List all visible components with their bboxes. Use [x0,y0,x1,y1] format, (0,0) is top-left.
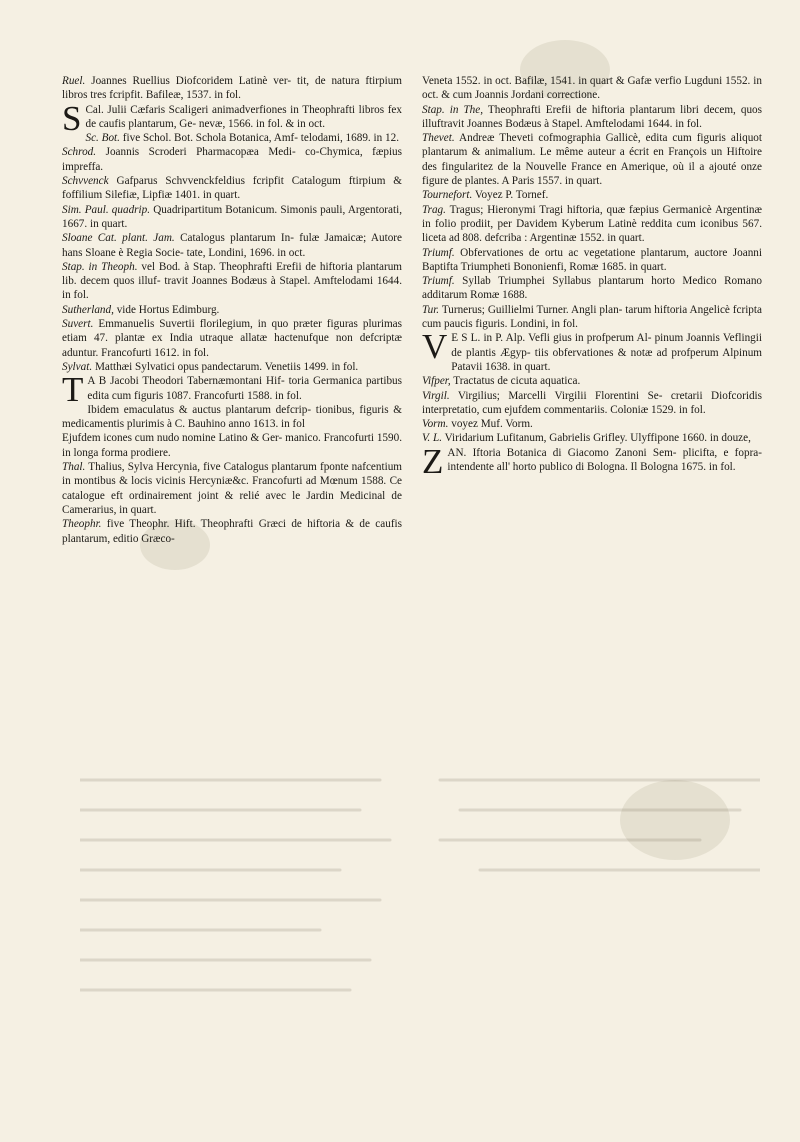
entry-abbreviation: Thevet. [422,132,455,145]
left-column [62,74,402,546]
drop-cap-letter: T [62,370,84,410]
bibliography-entry [62,260,402,303]
bibliography-entry [422,103,762,132]
bibliography-entry [62,431,402,460]
entry-text: Viridarium Lufitanum, Gabrielis Grifley. Ulyffipone 1660. in douze, [444,432,751,445]
bibliography-entry [422,417,762,431]
entry-text: E S L. in P. Alp. Vefli gius in profperum Al- pinum Joannis Veflingii de plantis Ægyp- tiis obfervationes & notæ ad profperum Alpinum Patavii 1638. in quart. [451,332,762,373]
entry-abbreviation: Thal. [62,461,86,474]
entry-text: Turnerus; Guillielmi Turner. Angli plan- tarum hiftoria Angelicè fcripta cum paucis figuris. Londini, in fol. [422,303,762,331]
entry-abbreviation: Sc. Bot. [85,132,120,145]
entry-abbreviation: Stap. in The, [422,103,484,116]
drop-cap-letter: Z [422,441,444,481]
bibliography-entry [62,317,402,360]
entry-text: Ejufdem icones cum nudo nomine Latino & Ger- manico. Francofurti 1590. in longa forma prodiere. [62,432,402,459]
entry-text: Gafparus Schvvenckfeldius fcripfit Catalogum ftirpium & foffilium Silefiæ, Lipfiæ 1401. in quart. [62,175,403,202]
entry-abbreviation: Sloane Cat. plant. Jam. [62,232,175,245]
entry-text: Andreæ Theveti cofmographia Gallicè, edita cum figuris aliquot plantarum & animalium. Le même auteur a écrit en François un Hiftoire des fingularitez de la Nouvelle France en Amerique, où il a ajouté onze figure de plantes. A Paris 1557. in quart. [422,132,762,188]
bibliography-entry [62,98,402,138]
bibliography-entry [422,74,762,103]
bibliography-entry [62,131,402,145]
bibliography-entry [62,517,402,546]
entry-text: vide Hortus Edimburg. [116,303,220,316]
entry-abbreviation: Stap. in Theoph. [62,260,138,273]
entry-text: Veneta 1552. in oct. Bafilæ, 1541. in quart & Gafæ verfio Lugduni 1552. in oct. & cum Joannis Jordani correctione. [422,75,762,102]
entry-abbreviation: Theophr. [62,518,102,531]
bibliography-entry [62,303,402,317]
bibliography-entry [422,303,762,332]
entry-text: Catalogus plantarum In- fulæ Jamaicæ; Autore hans Sloane è Regia Socie- tate, Londini, 1696. in oct. [62,232,402,259]
bibliography-entry [62,370,402,410]
bibliography-entry [422,327,762,374]
entry-text: Joannes Ruellius Diofcoridem Latinè ver- tit, de natura ftirpium libros tres fcripfit. Bafileæ, 1537. in fol. [62,75,402,102]
bibliography-entry [62,203,402,232]
entry-abbreviation: Tournefort. [422,189,473,202]
entry-text: Voyez P. Tornef. [474,189,549,202]
entry-abbreviation: Trag. [422,203,446,216]
entry-text: Quadripartitum Botanicum. Simonis pauli, Argentorati, 1667. in quart. [62,203,403,230]
entry-text: AN. Iftoria Botanica di Giacomo Zanoni Sem- plicifta, e fopra-intendente all' horto publico di Bologna. Il Bologna 1675. in fol. [447,446,762,474]
bibliography-entry [62,460,402,517]
entry-text: five Theophr. Hift. Theophrafti Græci de hiftoria & de caufis plantarum, editio Græco- [62,518,403,545]
bibliography-entry [62,403,402,432]
bibliography-entry [422,131,762,188]
entry-abbreviation: Tur. [422,303,440,316]
entry-abbreviation: Schrod. [62,146,97,159]
entry-abbreviation: Ruel. [62,75,86,87]
entry-text: Tractatus de cicuta aquatica. [453,375,581,388]
entry-text: vel Bod. à Stap. Theophrafti Erefii de hiftoria plantarum lib. decem quos illuf- travit Joannes Bodæus à Stapel. Amftelodami 1644. in fol. [62,260,403,302]
bibliography-entry [62,231,402,260]
entry-abbreviation: Sutherland, [62,303,114,316]
entry-abbreviation: Virgil. [422,389,450,402]
entry-text: Tragus; Hieronymi Tragi hiftoria, quæ fæpius Germanicè Argentinæ in folio prodiit, per Davidem Kyberum Latinè reddita cum iconibus 567. liceta ad 808. defcriba : Argentinæ 1552. in quart. [422,203,762,245]
entry-abbreviation: Vifper, [422,375,451,388]
bibliography-entry [422,274,762,303]
bibliography-entry [422,203,762,246]
bibliography-entry [62,174,402,203]
bleed-through-text [80,770,760,1070]
bibliography-entry [422,374,762,388]
entry-text: Obfervationes de ortu ac vegetatione plantarum, auctore Joanni Baptifta Triumpheti Bononienfi, Romæ 1685. in quart. [422,246,762,273]
drop-cap-letter: S [62,98,82,138]
bibliography-entry [422,389,762,418]
entry-abbreviation: Sylvat. [62,360,93,373]
bibliography-entry [62,74,402,103]
two-column-text [62,74,762,546]
drop-cap-letter: V [422,327,448,367]
entry-abbreviation: Suvert. [62,318,94,331]
entry-text: Joannis Scroderi Pharmacopæa Medi- co-Chymica, fæpius impreffa. [62,146,403,173]
entry-text: Virgilius; Marcelli Virgilii Florentini Se- cretarii Diofcoridis interpretatio, cum ejufdem commentariis. Coloniæ 1529. in fol. [422,389,762,416]
right-column [422,74,762,546]
entry-text: Syllab Triumphei Syllabus plantarum horto Medico Romano additarum Romæ 1688. [422,275,763,302]
entry-text: Ibidem emaculatus & auctus plantarum defcrip- tionibus, figuris & medicamentis plurimis à C. Bauhino anno 1613. in fol [62,403,402,431]
entry-text: Theophrafti Erefii de hiftoria plantarum libri decem, quos illuftravit Joannes Bodæus à Stapel. Amftelodami 1644. in fol. [422,103,763,130]
entry-text: Cal. Julii Cæfaris Scaligeri animadverfiones in Theophrafti libros fex de caufis plantarum, Ge- nevæ, 1566. in fol. & in oct. [85,103,402,130]
entry-abbreviation: Triumf. [422,275,455,288]
entry-text: Matthæi Sylvatici opus pandectarum. Venetiis 1499. in fol. [94,360,359,373]
bibliography-entry [422,431,762,445]
entry-abbreviation: Vorm. [422,418,449,431]
bibliography-entry [422,246,762,275]
entry-text: Emmanuelis Suvertii florilegium, in quo præter figuras plurimas etiam 47. plantæ ex India utraque allatæ hactenufque non defcriptæ aduntur. Francofurti 1612. in fol. [62,318,403,359]
bibliography-entry [62,360,402,374]
bibliography-entry [62,145,402,174]
entry-abbreviation: Sim. Paul. quadrip. [62,203,151,216]
entry-abbreviation: Triumf. [422,246,455,259]
entry-abbreviation: V. L. [422,432,443,445]
entry-text: voyez Muf. Vorm. [451,418,533,431]
bibliography-entry [422,441,762,481]
bibliography-entry [422,188,762,202]
entry-text: A B Jacobi Theodori Tabernæmontani Hif- toria Germanica partibus edita cum figuris 1087. Francofurti 1588. in fol. [87,375,402,402]
entry-text: five Schol. Bot. Schola Botanica, Amf- telodami, 1689. in 12. [122,132,399,145]
entry-text: Thalius, Sylva Hercynia, five Catalogus plantarum fponte nafcentium in montibus & locis vicinis Hercyniæ&c. Francofurti ad Mœnum 1588. Ce catalogue eft ordinairement joint & relié avec le Jardin Medicinal de Camerarius, in quart. [62,461,402,516]
entry-abbreviation: Schvvenck [62,175,109,188]
